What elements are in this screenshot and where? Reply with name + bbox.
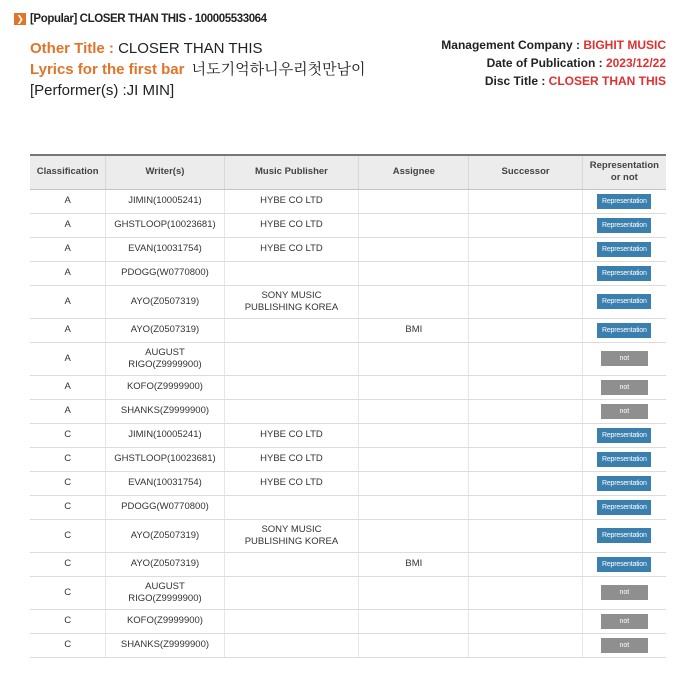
cell-writer: EVAN(10031754) <box>106 471 224 495</box>
table-row <box>30 495 666 519</box>
cell-writer: KOFO(Z9999900) <box>106 375 224 399</box>
representation-badge: Representation <box>597 528 651 543</box>
work-title <box>14 13 267 25</box>
cell-writer: AYO(Z0507319) <box>106 318 224 342</box>
representation-badge: Representation <box>597 428 651 443</box>
cell-publisher <box>224 576 359 609</box>
cell-assignee <box>359 285 469 318</box>
cell-successor <box>469 189 582 213</box>
cell-writer: AYO(Z0507319) <box>106 552 224 576</box>
cell-successor <box>469 447 582 471</box>
cell-classification: C <box>30 519 106 552</box>
date-value: 2023/12/22 <box>605 56 666 70</box>
cell-publisher <box>224 399 359 423</box>
representation-badge: Representation <box>597 294 651 309</box>
cell-classification: C <box>30 552 106 576</box>
cell-representation <box>582 471 666 495</box>
cell-classification: C <box>30 495 106 519</box>
table-row <box>30 447 666 471</box>
col-representation: Representation or not <box>582 155 666 189</box>
cell-classification: C <box>30 447 106 471</box>
table-row <box>30 471 666 495</box>
table-row <box>30 423 666 447</box>
cell-classification: A <box>30 399 106 423</box>
table-row <box>30 261 666 285</box>
cell-writer: KOFO(Z9999900) <box>106 609 224 633</box>
cell-successor <box>469 342 582 375</box>
cell-assignee <box>359 213 469 237</box>
cell-assignee <box>359 576 469 609</box>
table-row <box>30 237 666 261</box>
cell-representation <box>582 189 666 213</box>
cell-assignee <box>359 342 469 375</box>
representation-badge: Representation <box>597 218 651 233</box>
other-title-line <box>30 38 366 59</box>
cell-assignee <box>359 375 469 399</box>
cell-publisher <box>224 342 359 375</box>
title-info <box>30 38 366 101</box>
cell-publisher: HYBE CO LTD <box>224 471 359 495</box>
cell-representation <box>582 609 666 633</box>
management-line <box>441 36 666 54</box>
lyrics-value: 너도기억하니우리첫만남이 <box>191 61 366 78</box>
representation-badge: Representation <box>597 323 651 338</box>
cell-assignee: BMI <box>359 318 469 342</box>
cell-representation <box>582 342 666 375</box>
cell-successor <box>469 552 582 576</box>
cell-successor <box>469 576 582 609</box>
cell-assignee <box>359 399 469 423</box>
cell-representation <box>582 318 666 342</box>
table-row <box>30 189 666 213</box>
not-badge: not <box>601 351 648 366</box>
cell-representation <box>582 375 666 399</box>
cell-writer: SHANKS(Z9999900) <box>106 399 224 423</box>
cell-publisher: HYBE CO LTD <box>224 189 359 213</box>
rights-table <box>30 154 666 658</box>
cell-representation <box>582 495 666 519</box>
cell-writer: GHSTLOOP(10023681) <box>106 447 224 471</box>
cell-classification: A <box>30 285 106 318</box>
cell-publisher <box>224 633 359 657</box>
cell-successor <box>469 423 582 447</box>
table-row <box>30 342 666 375</box>
cell-publisher: HYBE CO LTD <box>224 237 359 261</box>
table-row <box>30 633 666 657</box>
cell-successor <box>469 495 582 519</box>
cell-successor <box>469 237 582 261</box>
col-assignee: Assignee <box>359 155 469 189</box>
cell-representation <box>582 261 666 285</box>
cell-successor <box>469 318 582 342</box>
cell-successor <box>469 399 582 423</box>
cell-successor <box>469 633 582 657</box>
lyrics-line <box>30 59 366 80</box>
cell-successor <box>469 471 582 495</box>
cell-classification: A <box>30 213 106 237</box>
cell-writer: AUGUST RIGO(Z9999900) <box>106 342 224 375</box>
cell-assignee <box>359 471 469 495</box>
table-row <box>30 375 666 399</box>
not-badge: not <box>601 614 648 629</box>
cell-representation <box>582 399 666 423</box>
cell-writer: AYO(Z0507319) <box>106 285 224 318</box>
cell-assignee <box>359 237 469 261</box>
cell-representation <box>582 447 666 471</box>
cell-classification: C <box>30 471 106 495</box>
cell-publisher <box>224 609 359 633</box>
date-label: Date of Publication : <box>486 56 606 70</box>
cell-representation <box>582 552 666 576</box>
representation-badge: Representation <box>597 500 651 515</box>
cell-successor <box>469 261 582 285</box>
cell-writer: AYO(Z0507319) <box>106 519 224 552</box>
table-row <box>30 318 666 342</box>
disc-line <box>441 72 666 90</box>
cell-publisher: SONY MUSIC PUBLISHING KOREA <box>224 519 359 552</box>
cell-writer: SHANKS(Z9999900) <box>106 633 224 657</box>
cell-writer: PDOGG(W0770800) <box>106 495 224 519</box>
representation-badge: Representation <box>597 452 651 467</box>
table-row <box>30 213 666 237</box>
cell-classification: A <box>30 261 106 285</box>
cell-publisher: SONY MUSIC PUBLISHING KOREA <box>224 285 359 318</box>
representation-badge: Representation <box>597 242 651 257</box>
cell-assignee <box>359 423 469 447</box>
performer-line: [Performer(s) :JI MIN] <box>30 82 175 99</box>
cell-successor <box>469 285 582 318</box>
other-title-label: Other Title : <box>30 40 119 57</box>
cell-classification: C <box>30 423 106 447</box>
not-badge: not <box>601 380 648 395</box>
cell-assignee <box>359 609 469 633</box>
cell-writer: PDOGG(W0770800) <box>106 261 224 285</box>
management-label: Management Company : <box>441 38 584 52</box>
cell-representation <box>582 576 666 609</box>
cell-writer: JIMIN(10005241) <box>106 423 224 447</box>
cell-successor <box>469 213 582 237</box>
cell-publisher <box>224 261 359 285</box>
disc-label: Disc Title : <box>484 74 549 88</box>
other-title-value: CLOSER THAN THIS <box>118 40 263 57</box>
chevron-right-icon: ❯ <box>14 13 26 25</box>
table-row <box>30 519 666 552</box>
cell-writer: EVAN(10031754) <box>106 237 224 261</box>
representation-badge: Representation <box>597 476 651 491</box>
cell-representation <box>582 633 666 657</box>
col-writers: Writer(s) <box>106 155 224 189</box>
col-music-publisher: Music Publisher <box>224 155 359 189</box>
cell-writer: AUGUST RIGO(Z9999900) <box>106 576 224 609</box>
cell-successor <box>469 609 582 633</box>
not-badge: not <box>601 404 648 419</box>
cell-assignee <box>359 633 469 657</box>
cell-assignee <box>359 519 469 552</box>
cell-classification: A <box>30 342 106 375</box>
cell-classification: A <box>30 189 106 213</box>
cell-classification: C <box>30 609 106 633</box>
cell-representation <box>582 423 666 447</box>
cell-publisher: HYBE CO LTD <box>224 213 359 237</box>
cell-successor <box>469 375 582 399</box>
lyrics-label: Lyrics for the first bar <box>30 61 185 78</box>
table-row <box>30 285 666 318</box>
cell-representation <box>582 285 666 318</box>
publication-info <box>441 36 666 90</box>
disc-value: CLOSER THAN THIS <box>548 74 666 88</box>
table-row <box>30 609 666 633</box>
cell-assignee <box>359 189 469 213</box>
not-badge: not <box>601 585 648 600</box>
cell-classification: A <box>30 237 106 261</box>
cell-publisher <box>224 375 359 399</box>
cell-publisher: HYBE CO LTD <box>224 423 359 447</box>
cell-publisher <box>224 495 359 519</box>
cell-assignee <box>359 261 469 285</box>
cell-representation <box>582 237 666 261</box>
table-row <box>30 576 666 609</box>
cell-representation <box>582 213 666 237</box>
cell-assignee <box>359 447 469 471</box>
work-title-text: [Popular] CLOSER THAN THIS - 100005533064 <box>30 13 267 25</box>
date-line <box>441 54 666 72</box>
cell-classification: C <box>30 576 106 609</box>
table-row <box>30 552 666 576</box>
representation-badge: Representation <box>597 266 651 281</box>
cell-representation <box>582 519 666 552</box>
cell-assignee <box>359 495 469 519</box>
cell-classification: C <box>30 633 106 657</box>
cell-publisher <box>224 552 359 576</box>
table-header-row <box>30 155 666 189</box>
cell-classification: A <box>30 318 106 342</box>
col-classification: Classification <box>30 155 106 189</box>
cell-writer: GHSTLOOP(10023681) <box>106 213 224 237</box>
cell-successor <box>469 519 582 552</box>
representation-badge: Representation <box>597 194 651 209</box>
cell-writer: JIMIN(10005241) <box>106 189 224 213</box>
management-value: BIGHIT MUSIC <box>583 38 666 52</box>
not-badge: not <box>601 638 648 653</box>
cell-assignee: BMI <box>359 552 469 576</box>
representation-badge: Representation <box>597 557 651 572</box>
cell-publisher: HYBE CO LTD <box>224 447 359 471</box>
table-row <box>30 399 666 423</box>
cell-publisher <box>224 318 359 342</box>
col-successor: Successor <box>469 155 582 189</box>
cell-classification: A <box>30 375 106 399</box>
